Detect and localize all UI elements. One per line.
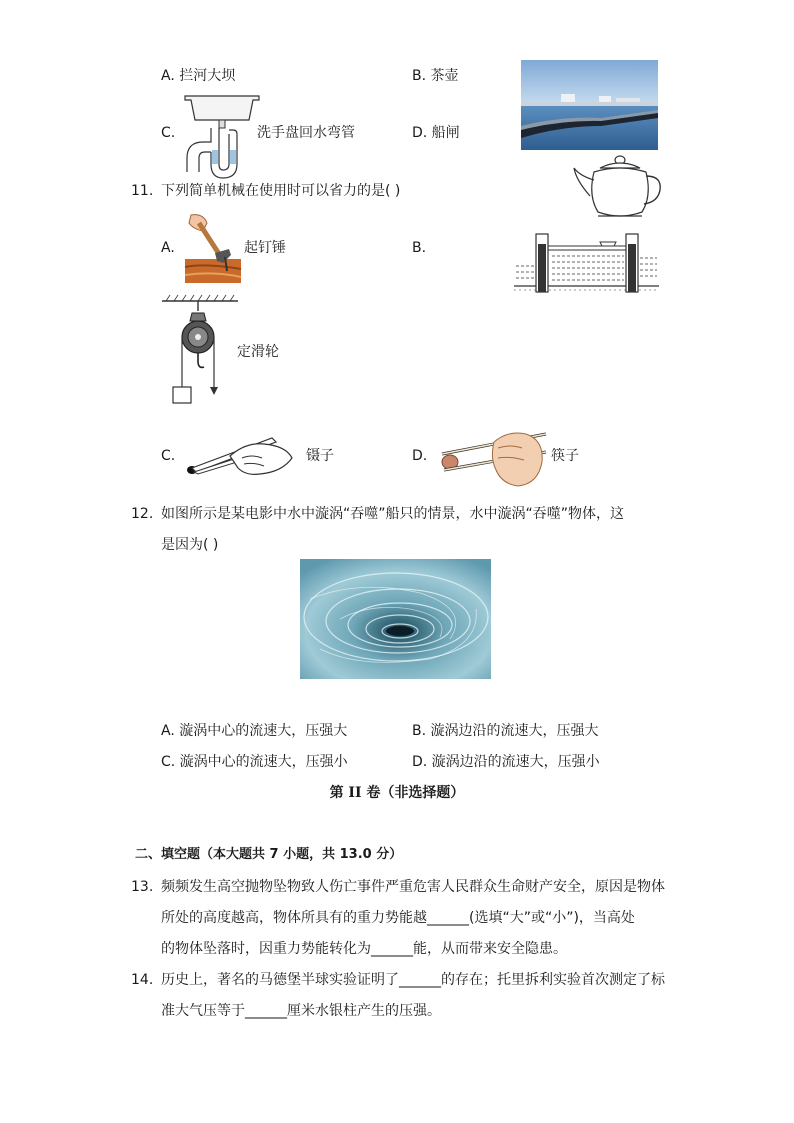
- q13-line2: 所处的高度越高，物体所具有的重力势能越______(选填“大”或“小”)，当高处: [161, 910, 635, 926]
- q11-pulley-caption: 定滑轮: [237, 344, 279, 360]
- q14-line2: 准大气压等于______厘米水银柱产生的压强。: [161, 1003, 441, 1019]
- q10-option-a: A. 拦河大坝: [161, 68, 236, 84]
- part2-title: 第 II 卷（非选择题）: [329, 785, 465, 801]
- q11-option-d-letter: D.: [412, 448, 428, 464]
- whirlpool-photo: [300, 559, 491, 679]
- q14-line1: 历史上，著名的马德堡半球实验证明了______的存在；托里拆利实验首次测定了标: [161, 972, 665, 988]
- q11-number: 11.: [131, 183, 154, 199]
- chopsticks-figure: [438, 428, 548, 488]
- q10-option-b: B. 茶壶: [412, 68, 459, 84]
- q11-option-b-letter: B.: [412, 240, 427, 256]
- q12-stem-line1: 如图所示是某电影中水中漩涡“吞噬”船只的情景，水中漩涡“吞噬”物体，这: [161, 506, 625, 522]
- tweezers-figure: [186, 432, 296, 478]
- teapot-figure: [572, 150, 662, 222]
- dam-photo: [521, 60, 658, 150]
- q10-option-c-letter: C.: [161, 125, 176, 141]
- q12-option-a: A. 漩涡中心的流速大，压强大: [161, 723, 348, 739]
- q13-number: 13.: [131, 879, 154, 895]
- q11-option-d-caption: 筷子: [551, 448, 579, 464]
- q11-option-a-caption: 起钉锤: [244, 240, 286, 256]
- q13-line1: 频频发生高空抛物坠物致人伤亡事件严重危害人民群众生命财产安全，原因是物体: [161, 879, 665, 895]
- q12-option-d: D. 漩涡边沿的流速大，压强小: [412, 754, 600, 770]
- q11-option-c-letter: C.: [161, 448, 176, 464]
- q14-number: 14.: [131, 972, 154, 988]
- q12-number: 12.: [131, 506, 154, 522]
- claw-hammer-figure: [185, 213, 241, 283]
- q10-option-c-caption: 洗手盘回水弯管: [257, 125, 355, 141]
- q11-option-a-letter: A.: [161, 240, 175, 256]
- q12-stem-line2: 是因为( ): [161, 537, 219, 553]
- q12-option-b: B. 漩涡边沿的流速大，压强大: [412, 723, 599, 739]
- q10-option-d: D. 船闸: [412, 125, 460, 141]
- q11-option-c-caption: 镊子: [306, 448, 334, 464]
- fixed-pulley-figure: [162, 295, 238, 407]
- sink-drain-figure: [183, 94, 263, 174]
- q12-option-c: C. 漩涡中心的流速大，压强小: [161, 754, 348, 770]
- q11-stem: 下列简单机械在使用时可以省力的是( ): [161, 183, 401, 199]
- section2-title: 二、填空题（本大题共 7 小题，共 13.0 分）: [135, 847, 403, 862]
- q13-line3: 的物体坠落时，因重力势能转化为______能，从而带来安全隐患。: [161, 941, 567, 957]
- ship-lock-figure: [514, 228, 659, 296]
